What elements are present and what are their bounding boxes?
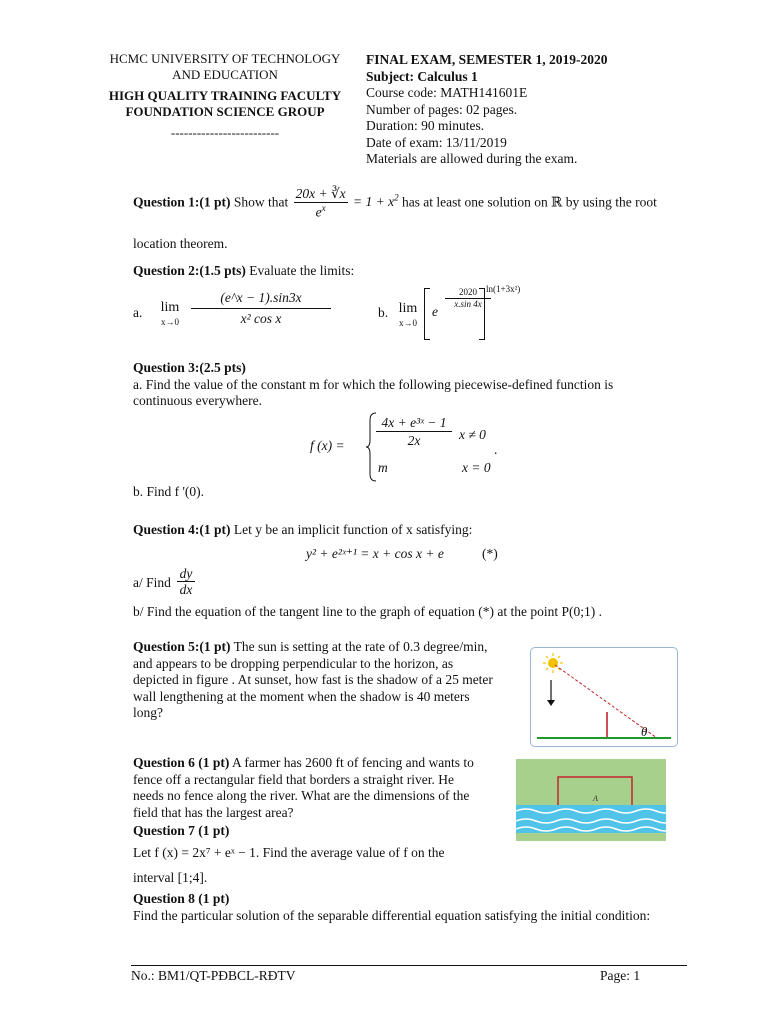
q2b-left-bracket	[424, 288, 430, 340]
q2a-denominator: x² cos x	[240, 311, 282, 326]
question-1-fraction	[294, 186, 348, 221]
q3-case2-condition: x = 0	[462, 460, 491, 475]
question-1	[133, 186, 703, 221]
sunset-diagram	[531, 648, 677, 746]
duration: Duration: 90 minutes.	[366, 118, 485, 133]
question-4-text: Let y be an implicit function of x satisfying:	[233, 522, 473, 537]
down-arrow-icon	[547, 680, 555, 706]
q1-eq-sup: 2	[394, 192, 399, 203]
university-name: HCMC UNIVERSITY OF TECHNOLOGY	[109, 51, 341, 66]
question-2	[133, 263, 354, 279]
q2a-lim-sub: x→0	[161, 317, 179, 327]
question-5	[133, 639, 518, 722]
question-7	[133, 823, 513, 886]
question-4-star: (*)	[482, 546, 498, 561]
question-7-label: Question 7 (1 pt)	[133, 823, 230, 838]
question-3-label: Question 3:(2.5 pts)	[133, 360, 246, 375]
question-5-line-3: depicted in figure . At sunset, how fast is the shadow of a 25 meter	[133, 672, 493, 687]
q2b-lim	[393, 301, 423, 330]
question-7-text-b: interval [1;4].	[133, 870, 208, 885]
university-name-2: AND EDUCATION	[172, 66, 278, 82]
exam-title: FINAL EXAM, SEMESTER 1, 2019-2020	[366, 52, 608, 67]
page-count: Number of pages: 02 pages.	[366, 101, 518, 117]
sunset-figure	[530, 647, 678, 747]
question-3	[133, 360, 713, 410]
question-4-equation: y² + e²ˣ⁺¹ = x + cos x + e	[306, 546, 444, 561]
question-1-numerator: 20x + ∛x	[295, 186, 346, 201]
q3-case1-fraction	[376, 414, 452, 449]
q4a-text: a/ Find	[133, 575, 171, 590]
header-left	[100, 51, 350, 141]
footer-rule	[131, 965, 687, 966]
q2a-lim	[155, 300, 185, 329]
q3-case1-denominator: 2x	[407, 433, 421, 448]
question-6	[133, 755, 513, 821]
question-5-label: Question 5:(1 pt)	[133, 639, 231, 654]
question-2b	[378, 284, 548, 346]
q1-den-sup: x	[321, 203, 326, 213]
question-2-label: Question 2:(1.5 pts)	[133, 263, 246, 278]
question-8	[133, 891, 713, 924]
q2b-lim-sub: x→0	[399, 318, 417, 328]
sun-icon	[543, 653, 563, 673]
question-6-line-2: fence off a rectangular field that borders a straight river. He	[133, 771, 454, 787]
question-4	[133, 522, 713, 538]
q1-den-base: e	[315, 204, 322, 220]
question-2-text: Evaluate the limits:	[249, 263, 355, 278]
footer-page: Page: 1	[600, 968, 641, 983]
question-8-text: Find the particular solution of the separable differential equation satisfying the initial condition:	[133, 907, 651, 923]
subject: Subject: Calculus 1	[366, 68, 478, 84]
q2a-fraction	[191, 288, 331, 329]
header-divider: -------------------------	[170, 125, 280, 140]
question-3a-text-2: continuous everywhere.	[133, 393, 262, 408]
q2b-right-bracket	[479, 288, 485, 340]
field-area-label: A	[593, 794, 598, 803]
q2a-label: a.	[133, 305, 143, 320]
q2b-exp-numerator: 2020	[445, 287, 491, 299]
question-6-line-4: field that has the largest area?	[133, 804, 294, 820]
question-1-denominator	[294, 203, 348, 221]
q3-case2-value: m	[378, 460, 388, 475]
question-5-line-2: and appears to be dropping perpendicular to the horizon, as	[133, 655, 454, 671]
group-name: FOUNDATION SCIENCE GROUP	[125, 103, 325, 119]
q2b-outer-exponent: ln(1+3x²)	[486, 284, 521, 294]
question-6-line-1: A farmer has 2600 ft of fencing and wants to	[232, 755, 474, 770]
question-1-eq	[353, 194, 399, 209]
q2a-numerator: (e^x − 1).sin3x	[191, 288, 331, 309]
footer-code: No.: BM1/QT-PĐBCL-RĐTV	[131, 968, 296, 983]
q4a-denominator: dx	[179, 582, 193, 597]
question-1-text-c: location theorem.	[133, 236, 228, 251]
question-1-label: Question 1:(1 pt)	[133, 194, 231, 210]
q4a-numerator: dy	[177, 566, 195, 582]
question-3b-text: b. Find f '(0).	[133, 484, 205, 499]
question-8-label: Question 8 (1 pt)	[133, 891, 230, 906]
q4a-fraction	[177, 566, 195, 597]
theta-label: θ	[641, 724, 648, 739]
q2b-exp-denominator: x.sin 4x	[454, 299, 482, 309]
river-field-figure	[516, 759, 666, 841]
question-4-label: Question 4:(1 pt)	[133, 522, 231, 537]
exam-date: Date of exam: 13/11/2019	[366, 134, 507, 150]
question-5-line-4: wall lengthening at the moment when the shadow is 40 meters	[133, 688, 470, 704]
q3-dot: .	[494, 442, 498, 457]
question-6-line-3: needs no fence along the river. What are the dimensions of the	[133, 788, 470, 803]
materials-note: Materials are allowed during the exam.	[366, 151, 578, 166]
q2a-lim-text: lim	[160, 300, 180, 315]
question-3a-text: a. Find the value of the constant m for which the following piecewise-defined function is	[133, 376, 614, 392]
q2b-e: e	[432, 304, 438, 319]
question-1-text-b: has at least one solution on ℝ by using the root	[401, 194, 657, 210]
q2b-lim-text: lim	[398, 301, 418, 316]
q2b-label: b.	[378, 305, 389, 320]
question-3-function	[310, 410, 510, 482]
q1-eq-text: = 1 + x	[352, 194, 395, 210]
course-code: Course code: MATH141601E	[366, 85, 528, 100]
header-right	[366, 52, 706, 168]
faculty-name: HIGH QUALITY TRAINING FACULTY	[108, 88, 342, 103]
question-5-line-5: long?	[133, 705, 163, 720]
river-field-diagram	[516, 759, 666, 841]
question-6-label: Question 6 (1 pt)	[133, 755, 230, 770]
q3-fx: f (x) =	[310, 438, 345, 453]
question-1-text-a: Show that	[233, 194, 289, 210]
question-5-line-1: The sun is setting at the rate of 0.3 degree/min,	[233, 639, 488, 654]
question-4b-text: b/ Find the equation of the tangent line to the graph of equation (*) at the point P(0;1) .	[133, 604, 603, 619]
question-7-text-a: Let f (x) = 2x⁷ + eˣ − 1. Find the average value of f on the	[133, 845, 445, 860]
q3-case1-condition: x ≠ 0	[459, 427, 486, 442]
q3-case1-numerator: 4x + e³ˣ − 1	[376, 414, 452, 432]
